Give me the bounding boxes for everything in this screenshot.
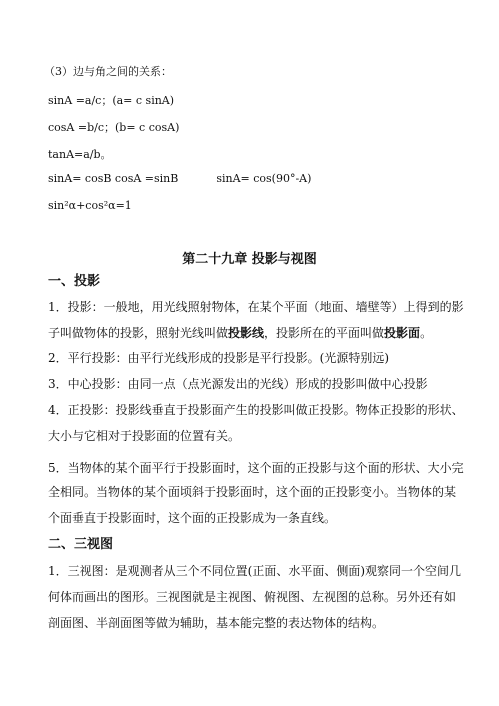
- section-heading-projection: 一、投影: [48, 274, 101, 289]
- projection-p3: 3．中心投影：由同一点（点光源发出的光线）形成的投影叫做中心投影: [48, 377, 428, 391]
- text-run: 子叫做物体的投影，照射光线叫做: [48, 326, 229, 340]
- relation-heading: （3）边与角之间的关系：: [44, 65, 172, 78]
- three-views-p1-line1: 1．三视图：是观测者从三个不同位置(正面、水平面、侧面)观察同一个空间几: [48, 564, 462, 578]
- projection-p4-line2: 大小与它相对于投影面的位置有关。: [48, 429, 241, 443]
- formula-identity-left: sinA= cosB cosA =sinB: [48, 172, 179, 185]
- formula-identity-right: sinA= cos(90°-A): [216, 172, 312, 185]
- term-projection-plane: 投影面: [384, 326, 421, 340]
- projection-p2: 2．平行投影：由平行光线形成的投影是平行投影。(光源特别远): [48, 351, 390, 365]
- projection-p1-line2: [48, 325, 432, 341]
- three-views-p1-line3: 剖面图、半剖面图等做为辅助，基本能完整的表达物体的结构。: [48, 616, 385, 630]
- projection-p5-line1: 5．当物体的某个面平行于投影面时，这个面的正投影与这个面的形状、大小完: [48, 461, 464, 475]
- text-run: ，投影所在的平面叫做: [264, 326, 385, 340]
- formula-cosA: cosA =b/c；(b= c cosA): [48, 121, 180, 134]
- formula-identity-row: [48, 171, 311, 187]
- section-heading-three-views: 二、三视图: [48, 537, 114, 552]
- term-projection-line: 投影线: [228, 326, 265, 340]
- formula-sinA: sinA =a/c；(a= c sinA): [48, 94, 175, 107]
- three-views-p1-line2: 何体而画出的图形。三视图就是主视图、俯视图、左视图的总称。另外还有如: [48, 590, 457, 604]
- chapter-title: 第二十九章 投影与视图: [182, 252, 317, 267]
- text-run: 。: [420, 326, 433, 340]
- projection-p5-line3: 个面垂直于投影面时，这个面的正投影成为一条直线。: [48, 511, 337, 525]
- formula-pythagorean: sin²α+cos²α=1: [48, 199, 132, 212]
- formula-tanA: tanA=a/b。: [48, 148, 112, 161]
- projection-p4-line1: 4．正投影：投影线垂直于投影面产生的投影叫做正投影。物体正投影的形状、: [48, 403, 464, 417]
- projection-p1-line1: 1．投影：一般地，用光线照射物体，在某个平面（地面、墙壁等）上得到的影: [48, 300, 464, 314]
- projection-p5-line2: 全相同。当物体的某个面顷斜于投影面时，这个面的正投影变小。当物体的某: [48, 485, 457, 499]
